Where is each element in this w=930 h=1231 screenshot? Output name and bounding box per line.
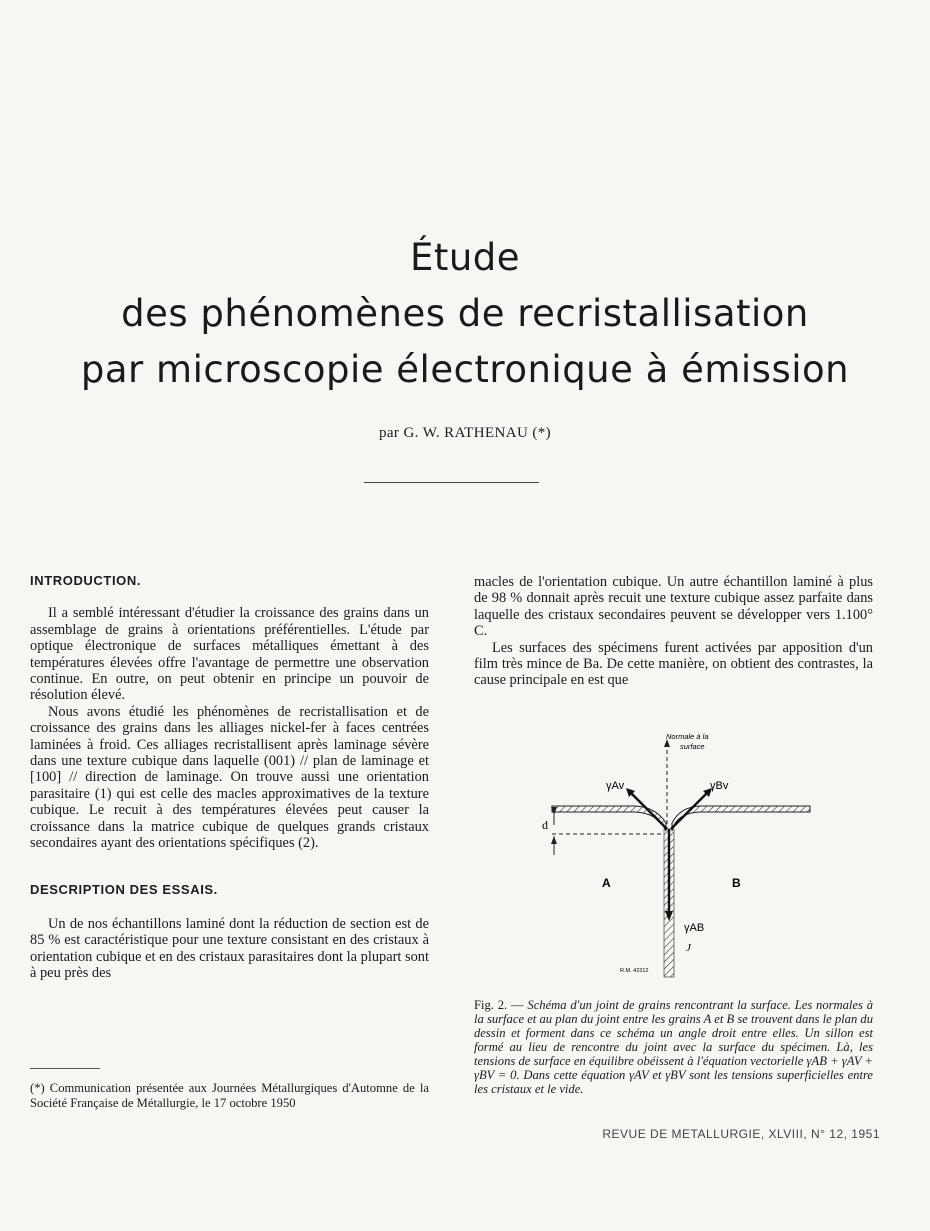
left-column: [30, 573, 429, 982]
paragraph: Un de nos échantillons laminé dont la réduction de section est de 85 % est caractéristique pour une texture consistant en des cristaux à orientation cubique et en des cristaux parasitaires dont la plupart sont à peu près des: [30, 915, 429, 982]
label-normal-1: Normale à la: [666, 732, 709, 741]
caption-lead: Fig. 2. —: [474, 998, 524, 1012]
paragraph: Les surfaces des spécimens furent activées par apposition d'un film très mince de Ba. De cette manière, on obtient des contrastes, la cause principale en est que: [474, 639, 873, 689]
paragraph: Il a semblé intéressant d'étudier la croissance des grains dans un assemblage de grains à orientations préférentielles. L'étude par optique électronique de surfaces métalliques émettant à des températures élevées offre l'avantage de permettre une observation continue. En outre, on peut obtenir en principe un pouvoir de résolution élevé.: [30, 605, 429, 704]
label-grain-b: B: [732, 876, 741, 890]
paragraph: Nous avons étudié les phénomènes de recristallisation et de croissance des grains dans les alliages nickel-fer à faces centrées laminées à froid. Ces alliages recristallisent après laminage sévère dans une texture cubique dans laquelle (001) // plan de laminage et [100] // direction de laminage. On trouve aussi une orientation parasitaire (1) qui est celle des macles approximatives de la texture cubique. Le recuit à des températures élevées peut causer la croissance dans la matrice cubique de quelques grands cristaux secondaires ayant des orientations spécifiques (2).: [30, 703, 429, 852]
label-gamma-av: γAv: [606, 780, 625, 792]
title-rule: [364, 482, 539, 483]
label-normal-2: surface: [680, 742, 705, 751]
running-footer: REVUE DE METALLURGIE, XLVIII, N° 12, 1951: [602, 1127, 880, 1141]
grain-boundary-svg: [540, 725, 820, 985]
section-heading-description: DESCRIPTION DES ESSAIS.: [30, 881, 218, 897]
author-line: par G. W. RATHENAU (*): [378, 425, 552, 441]
figure-caption: [474, 998, 873, 1096]
title-line-1: Étude: [409, 236, 521, 279]
label-grain-a: A: [602, 876, 611, 890]
right-column: [474, 574, 873, 689]
footnote: (*) Communication présentée aux Journées Métallurgiques d'Automne de la Société Française de Métallurgie, le 17 octobre 1950: [30, 1081, 429, 1110]
section-heading-introduction: INTRODUCTION.: [30, 573, 142, 588]
footnote-rule: [30, 1068, 100, 1069]
paragraph: macles de l'orientation cubique. Un autre échantillon laminé à plus de 98 % donnait après recuit une texture cubique assez parfaite dans laquelle des cristaux secondaires peuvent se développer vers 1.100° C.: [474, 574, 873, 640]
title-line-3: par microscopie électronique à émission: [80, 348, 850, 391]
surface-right: [672, 806, 810, 831]
label-mark: J: [686, 942, 691, 954]
label-depth-d: d: [542, 818, 548, 832]
label-ref-code: R.M. 42312: [620, 968, 649, 974]
label-gamma-bv: γBv: [710, 780, 729, 792]
label-gamma-ab: γAB: [684, 922, 705, 934]
title-line-2: des phénomènes de recristallisation: [121, 292, 809, 335]
caption-text: Schéma d'un joint de grains rencontrant la surface. Les normales à la surface et au plan du joint entre les grains A et B se trouvent dans le plan du dessin et forment dans ce schéma un angle droit entre elles. Un sillon est formé au lieu de rencontre du joint avec la surface du spécimen. Là, les tensions de surface en équilibre obéissent à l'équation vectorielle γAB + γAV + γBV = 0. Dans cette équation γAV et γBV sont les tensions superficielles entre les cristaux et le vide.: [474, 998, 873, 1096]
figure-grain-boundary-diagram: [540, 725, 820, 985]
